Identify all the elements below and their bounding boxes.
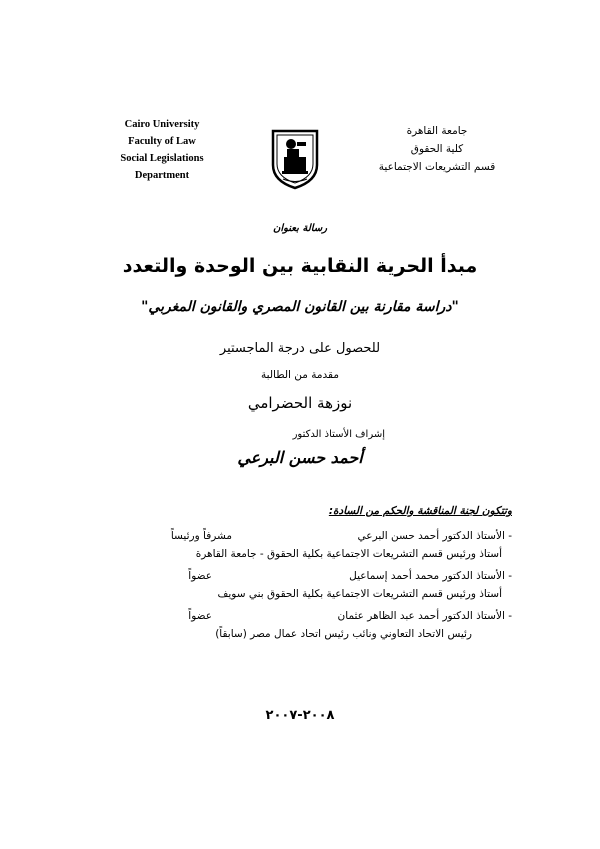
- english-header-line: Faculty of Law: [128, 136, 196, 147]
- committee-member-desc-row: [72, 625, 512, 643]
- english-header-line: Cairo University: [124, 119, 200, 130]
- committee-member-row: [72, 607, 512, 625]
- thesis-subtitle: "دراسة مقارنة بين القانون المصري والقانون المغربي": [141, 299, 459, 315]
- committee-member-row: [72, 567, 512, 585]
- committee-member-name: - الأستاذ الدكتور محمد أحمد إسماعيل: [349, 570, 512, 582]
- committee-member-desc: أستاذ ورئيس قسم التشريعات الاجتماعية بكلية الحقوق - جامعة القاهرة: [195, 548, 502, 560]
- arabic-header-line: قسم التشريعات الاجتماعية: [378, 161, 496, 173]
- arabic-header: [357, 122, 517, 176]
- arabic-header-line: جامعة القاهرة: [406, 125, 468, 137]
- committee-member-row: [72, 527, 512, 545]
- committee-member-role: مشرفاً ورئيساً: [170, 530, 232, 542]
- committee-member-name: - الأستاذ الدكتور أحمد عبد الظاهر عثمان: [337, 610, 512, 622]
- supervisor-name: أحمد حسن البرعي: [237, 448, 363, 467]
- committee-section: [72, 505, 512, 643]
- presented-by-line: مقدمة من الطالبة: [261, 369, 339, 381]
- academic-year: ٢٠٠٨-٢٠٠٧: [265, 708, 335, 723]
- thesis-title: مبدأ الحرية النقابية بين الوحدة والتعدد: [122, 255, 478, 277]
- committee-heading: وتتكون لجنة المناقشة والحكم من السادة:: [328, 505, 512, 517]
- committee-member-role: عضواً: [188, 610, 212, 622]
- committee-member-desc: أستاذ ورئيس قسم التشريعات الاجتماعية بكلية الحقوق بني سويف: [217, 588, 502, 600]
- supervision-label: إشراف الأستاذ الدكتور: [292, 429, 385, 440]
- arabic-header-line: كلية الحقوق: [410, 143, 464, 155]
- student-name: نوزهة الحضرامي: [247, 394, 353, 412]
- english-header: [112, 116, 212, 184]
- committee-member-desc-row: [72, 545, 512, 563]
- degree-line: للحصول على درجة الماجستير: [219, 341, 381, 356]
- thesis-label: رسالة بعنوان: [272, 223, 328, 234]
- english-header-line: Department: [134, 170, 190, 181]
- committee-member-role: عضواً: [188, 570, 212, 582]
- committee-member-name: - الأستاذ الدكتور أحمد حسن البرعي: [357, 530, 512, 542]
- english-header-line: Social Legislations: [120, 153, 204, 164]
- committee-member-desc: رئيس الاتحاد التعاوني ونائب رئيس اتحاد عمال مصر (سابقاً): [215, 628, 472, 640]
- committee-member-desc-row: [72, 585, 512, 603]
- cairo-university-crest-icon: [270, 127, 320, 191]
